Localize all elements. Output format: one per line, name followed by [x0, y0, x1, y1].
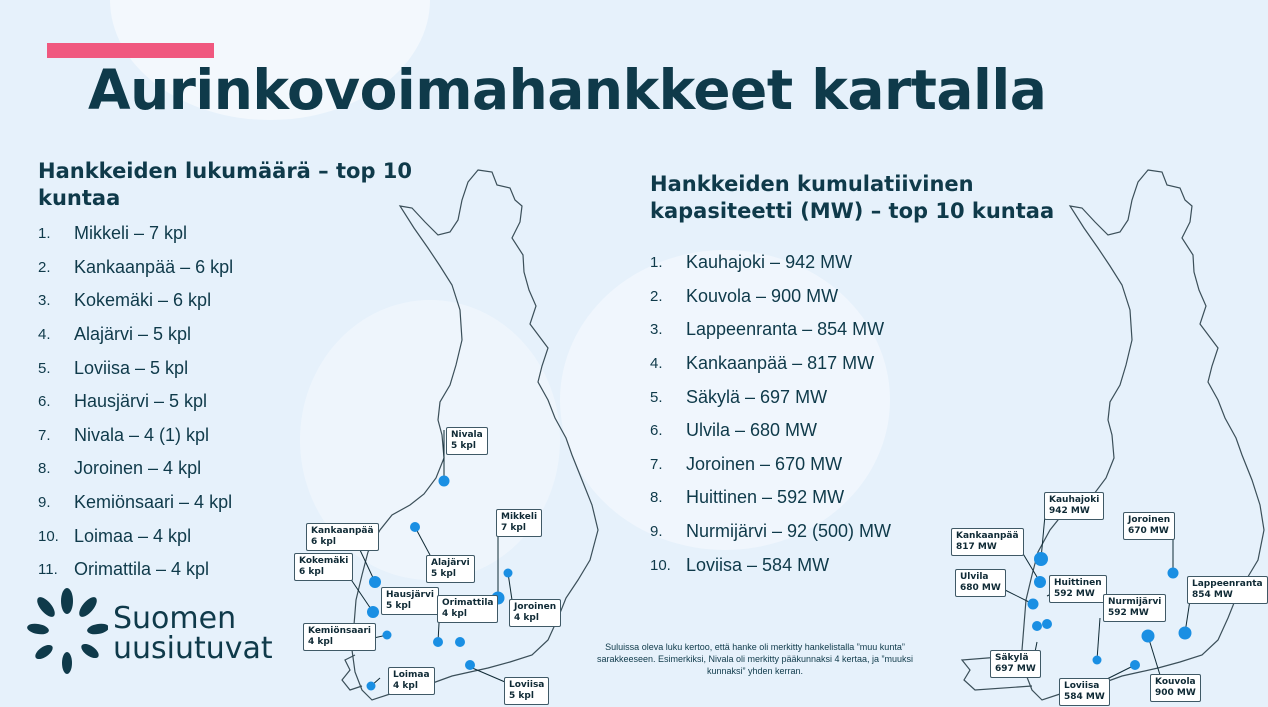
logo-wordmark	[113, 601, 273, 666]
map-label-ulvila: Ulvila 680 MW	[955, 569, 1006, 597]
list-item: 5. Säkylä – 697 MW	[650, 386, 828, 407]
kauhajoki-marker	[1034, 552, 1048, 566]
list-item: 9. Kemiönsaari – 4 kpl	[38, 492, 233, 513]
heading-line: kapasiteetti (MW) – top 10 kuntaa	[650, 199, 1055, 223]
orimattila-marker	[455, 637, 465, 647]
map-label-joroinen: Joroinen 670 MW	[1123, 512, 1175, 540]
logo-line: Suomen	[113, 601, 237, 636]
list-item: 3. Lappeenranta – 854 MW	[650, 319, 885, 340]
list-item: 4. Kankaanpää – 817 MW	[650, 353, 875, 374]
kouvola-marker	[1142, 630, 1155, 643]
list-item: 10. Loviisa – 584 MW	[650, 554, 830, 575]
list-item: 11. Orimattila – 4 kpl	[38, 559, 210, 580]
heading-line: Hankkeiden lukumäärä – top 10	[38, 159, 413, 183]
list-item: 3. Kokemäki – 6 kpl	[38, 290, 212, 311]
list-item: 9. Nurmijärvi – 92 (500) MW	[650, 521, 892, 542]
list-item: 7. Joroinen – 670 MW	[650, 453, 843, 474]
map-label-kauhajoki: Kauhajoki 942 MW	[1044, 492, 1104, 520]
map-label-kokemaki: Kokemäki 6 kpl	[294, 553, 353, 581]
loviisa-marker	[465, 660, 475, 670]
joroinen-marker	[504, 569, 513, 578]
map-label-kemionsaari: Kemiönsaari 4 kpl	[303, 623, 376, 651]
footnote-line: sarakkeeseen. Esimerkiksi, Nivala oli merkitty pääkunnaksi 4 kertaa, ja ”muuksi	[596, 654, 914, 664]
kemionsaari-marker	[383, 631, 392, 640]
map-label-huittinen: Huittinen 592 MW	[1049, 575, 1107, 603]
map-label-loviisa: Loviisa 584 MW	[1059, 678, 1110, 706]
page-title: Aurinkovoimahankkeet kartalla	[88, 58, 1047, 122]
list-item: 1. Mikkeli – 7 kpl	[38, 223, 188, 244]
map-label-joroinen: Joroinen 4 kpl	[509, 599, 561, 627]
map-label-orimattila: Orimattila 4 kpl	[437, 595, 498, 623]
map-label-nurmijarvi: Nurmijärvi 592 MW	[1103, 594, 1166, 622]
nivala-marker	[439, 476, 450, 487]
left-list-heading	[38, 158, 412, 212]
list-item: 5. Loviisa – 5 kpl	[38, 357, 189, 378]
list-item: 2. Kouvola – 900 MW	[650, 285, 839, 306]
logo-line: uusiutuvat	[113, 631, 273, 666]
left-map-markers	[367, 476, 513, 691]
loviisa-marker	[1130, 660, 1140, 670]
footnote	[555, 641, 955, 677]
alajarvi-marker	[410, 522, 420, 532]
map-label-kankaanpaa: Kankaanpää 6 kpl	[306, 523, 379, 551]
map-label-alajarvi: Alajärvi 5 kpl	[426, 555, 475, 583]
sakyla-marker	[1032, 621, 1042, 631]
list-item: 10. Loimaa – 4 kpl	[38, 525, 192, 546]
footnote-line: Suluissa oleva luku kertoo, että hanke oli merkitty hankelistalla ”muu kunta”	[605, 642, 905, 652]
map-label-loimaa: Loimaa 4 kpl	[388, 667, 435, 695]
nurmijarvi-marker	[1093, 656, 1102, 665]
right-list-heading	[650, 171, 1054, 225]
map-label-sakyla: Säkylä 697 MW	[990, 650, 1041, 678]
list-item: 6. Ulvila – 680 MW	[650, 420, 818, 441]
list-item: 6. Hausjärvi – 5 kpl	[38, 391, 208, 412]
list-item: 2. Kankaanpää – 6 kpl	[38, 256, 234, 277]
map-label-nivala: Nivala 5 kpl	[446, 427, 488, 455]
map-label-mikkeli: Mikkeli 7 kpl	[496, 509, 542, 537]
huittinen-marker	[1042, 619, 1052, 629]
kankaanpaa-marker	[1034, 576, 1046, 588]
kankaanpaa-marker	[369, 576, 381, 588]
map-label-loviisa: Loviisa 5 kpl	[504, 677, 549, 705]
loimaa-marker	[367, 682, 376, 691]
kokemaki-marker	[367, 606, 379, 618]
list-item: 8. Joroinen – 4 kpl	[38, 458, 202, 479]
heading-line: kuntaa	[38, 186, 121, 210]
logo-icon	[26, 585, 108, 677]
heading-line: Hankkeiden kumulatiivinen	[650, 172, 974, 196]
right-ranking-list	[650, 246, 891, 582]
footnote-line: kunnaksi” yhden kerran.	[706, 666, 804, 676]
map-label-lappeenranta: Lappeenranta 854 MW	[1187, 576, 1268, 604]
lappeenranta-marker	[1179, 627, 1192, 640]
map-label-kankaanpaa: Kankaanpää 817 MW	[951, 528, 1024, 556]
joroinen-marker	[1168, 568, 1179, 579]
ulvila-marker	[1028, 599, 1039, 610]
list-item: 4. Alajärvi – 5 kpl	[38, 324, 192, 345]
list-item: 1. Kauhajoki – 942 MW	[650, 252, 853, 273]
hausjarvi-marker	[433, 637, 443, 647]
map-label-kouvola: Kouvola 900 MW	[1150, 674, 1201, 702]
map-label-hausjarvi: Hausjärvi 5 kpl	[381, 587, 439, 615]
left-ranking-list	[38, 217, 233, 587]
list-item: 7. Nivala – 4 (1) kpl	[38, 424, 210, 445]
list-item: 8. Huittinen – 592 MW	[650, 487, 845, 508]
